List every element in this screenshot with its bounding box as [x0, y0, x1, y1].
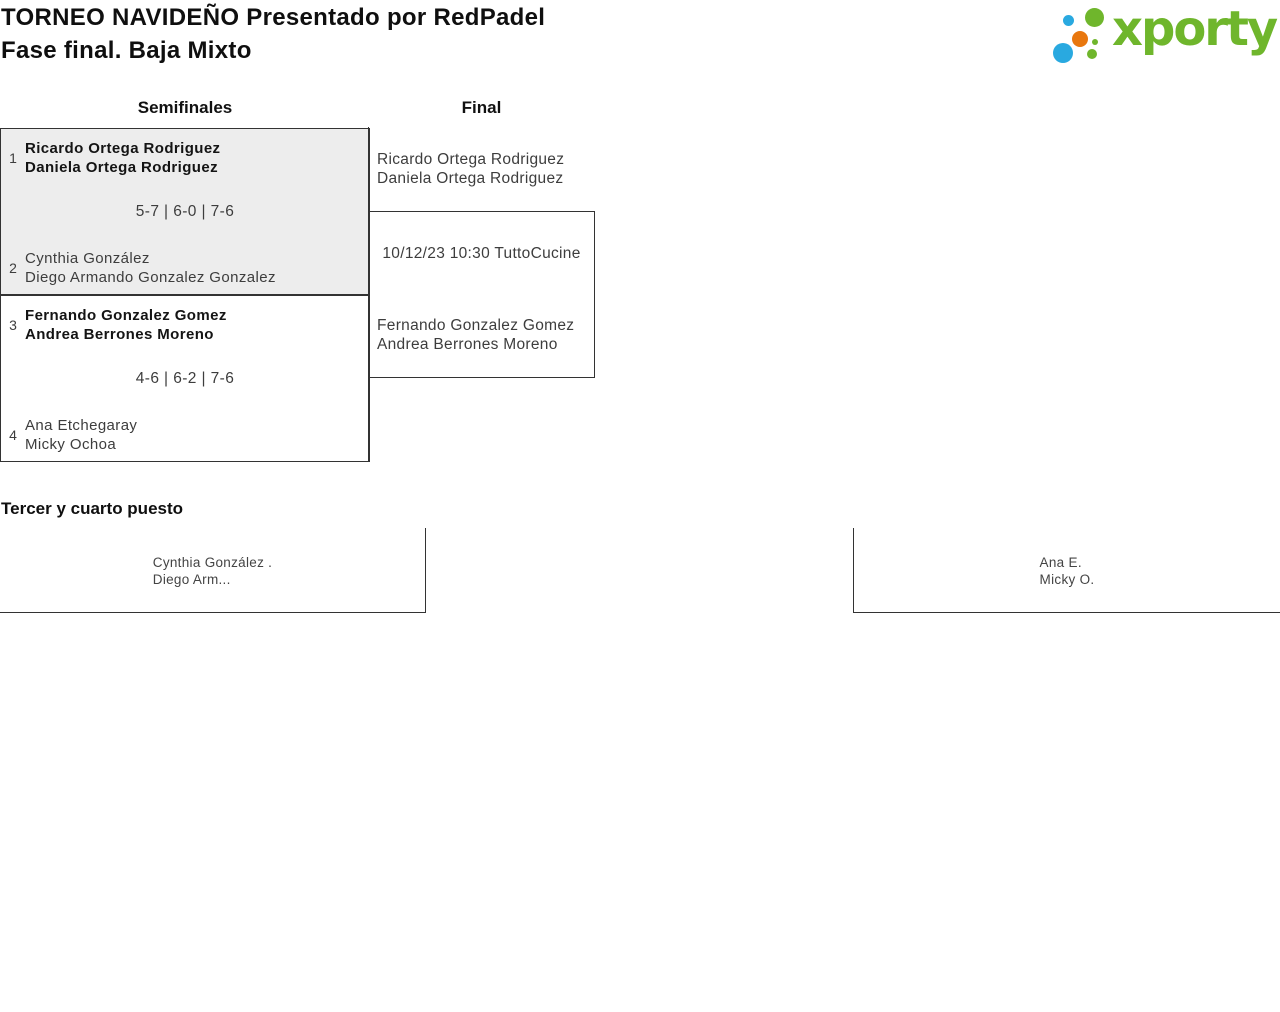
- team-names: [25, 249, 369, 287]
- round-header-semifinales: Semifinales: [137, 98, 233, 117]
- team-row: [1, 139, 369, 177]
- team-names: [1040, 554, 1095, 588]
- logo-dot-orange-icon: [1072, 31, 1088, 47]
- seed-number: 2: [9, 260, 17, 276]
- player-name: Ana Etchegaray: [25, 417, 138, 434]
- third-place-heading: Tercer y cuarto puesto: [1, 499, 184, 518]
- logo-dot-green-small-icon: [1087, 49, 1097, 59]
- team-names: [153, 554, 272, 588]
- player-name: Daniela Ortega Rodriguez: [377, 170, 564, 187]
- player-name: Ana E.: [1039, 555, 1082, 570]
- third-place-match-left[interactable]: [0, 528, 426, 613]
- third-place-match-right[interactable]: [853, 528, 1280, 613]
- semifinal-match-1[interactable]: [0, 128, 370, 295]
- player-name: Andrea Berrones Moreno: [25, 326, 214, 343]
- player-name: Andrea Berrones Moreno: [377, 336, 558, 353]
- logo-dot-blue-large-icon: [1053, 43, 1073, 63]
- xporty-logo[interactable]: [1045, 0, 1280, 70]
- player-name: Cynthia González .: [152, 555, 273, 570]
- team-row: [1, 416, 369, 454]
- semifinal-match-2[interactable]: [0, 295, 370, 462]
- round-header-final: Final: [461, 98, 502, 117]
- logo-dot-green-large-icon: [1085, 8, 1104, 27]
- team-names-winner: [25, 139, 369, 177]
- team-names-container: [854, 554, 1280, 588]
- player-name: Fernando Gonzalez Gomez: [377, 317, 575, 334]
- seed-number: 1: [9, 150, 17, 166]
- match-score: 5-7 | 6-0 | 7-6: [135, 203, 235, 220]
- player-name: Ricardo Ortega Rodriguez: [377, 151, 565, 168]
- team-names-container: [0, 554, 425, 588]
- seed-number: 3: [9, 317, 17, 333]
- player-name: Micky Ochoa: [25, 436, 117, 453]
- logo-dot-blue-small-icon: [1063, 15, 1074, 26]
- player-name: Diego Armando Gonzalez Gonzalez: [25, 269, 276, 286]
- player-name: Diego Arm...: [152, 572, 231, 587]
- team-row: [1, 306, 369, 344]
- logo-dot-green-tiny-icon: [1092, 39, 1098, 45]
- player-name: Daniela Ortega Rodriguez: [25, 159, 218, 176]
- tournament-title: TORNEO NAVIDEÑO Presentado por RedPadel: [1, 4, 546, 31]
- xporty-logo-text: xporty: [1112, 1, 1277, 57]
- final-schedule: 10/12/23 10:30 TuttoCucine: [382, 245, 581, 262]
- team-names-winner: [25, 306, 369, 344]
- player-name: Cynthia González: [25, 250, 150, 267]
- team-names: [25, 416, 369, 454]
- match-score: 4-6 | 6-2 | 7-6: [135, 370, 235, 387]
- phase-title: Fase final. Baja Mixto: [1, 37, 252, 64]
- team-row: [1, 249, 369, 287]
- player-name: Fernando Gonzalez Gomez: [25, 307, 227, 324]
- player-name: Micky O.: [1039, 572, 1095, 587]
- final-team-1: [377, 150, 564, 188]
- player-name: Ricardo Ortega Rodriguez: [25, 140, 221, 157]
- seed-number: 4: [9, 427, 17, 443]
- final-team-2: [377, 316, 574, 354]
